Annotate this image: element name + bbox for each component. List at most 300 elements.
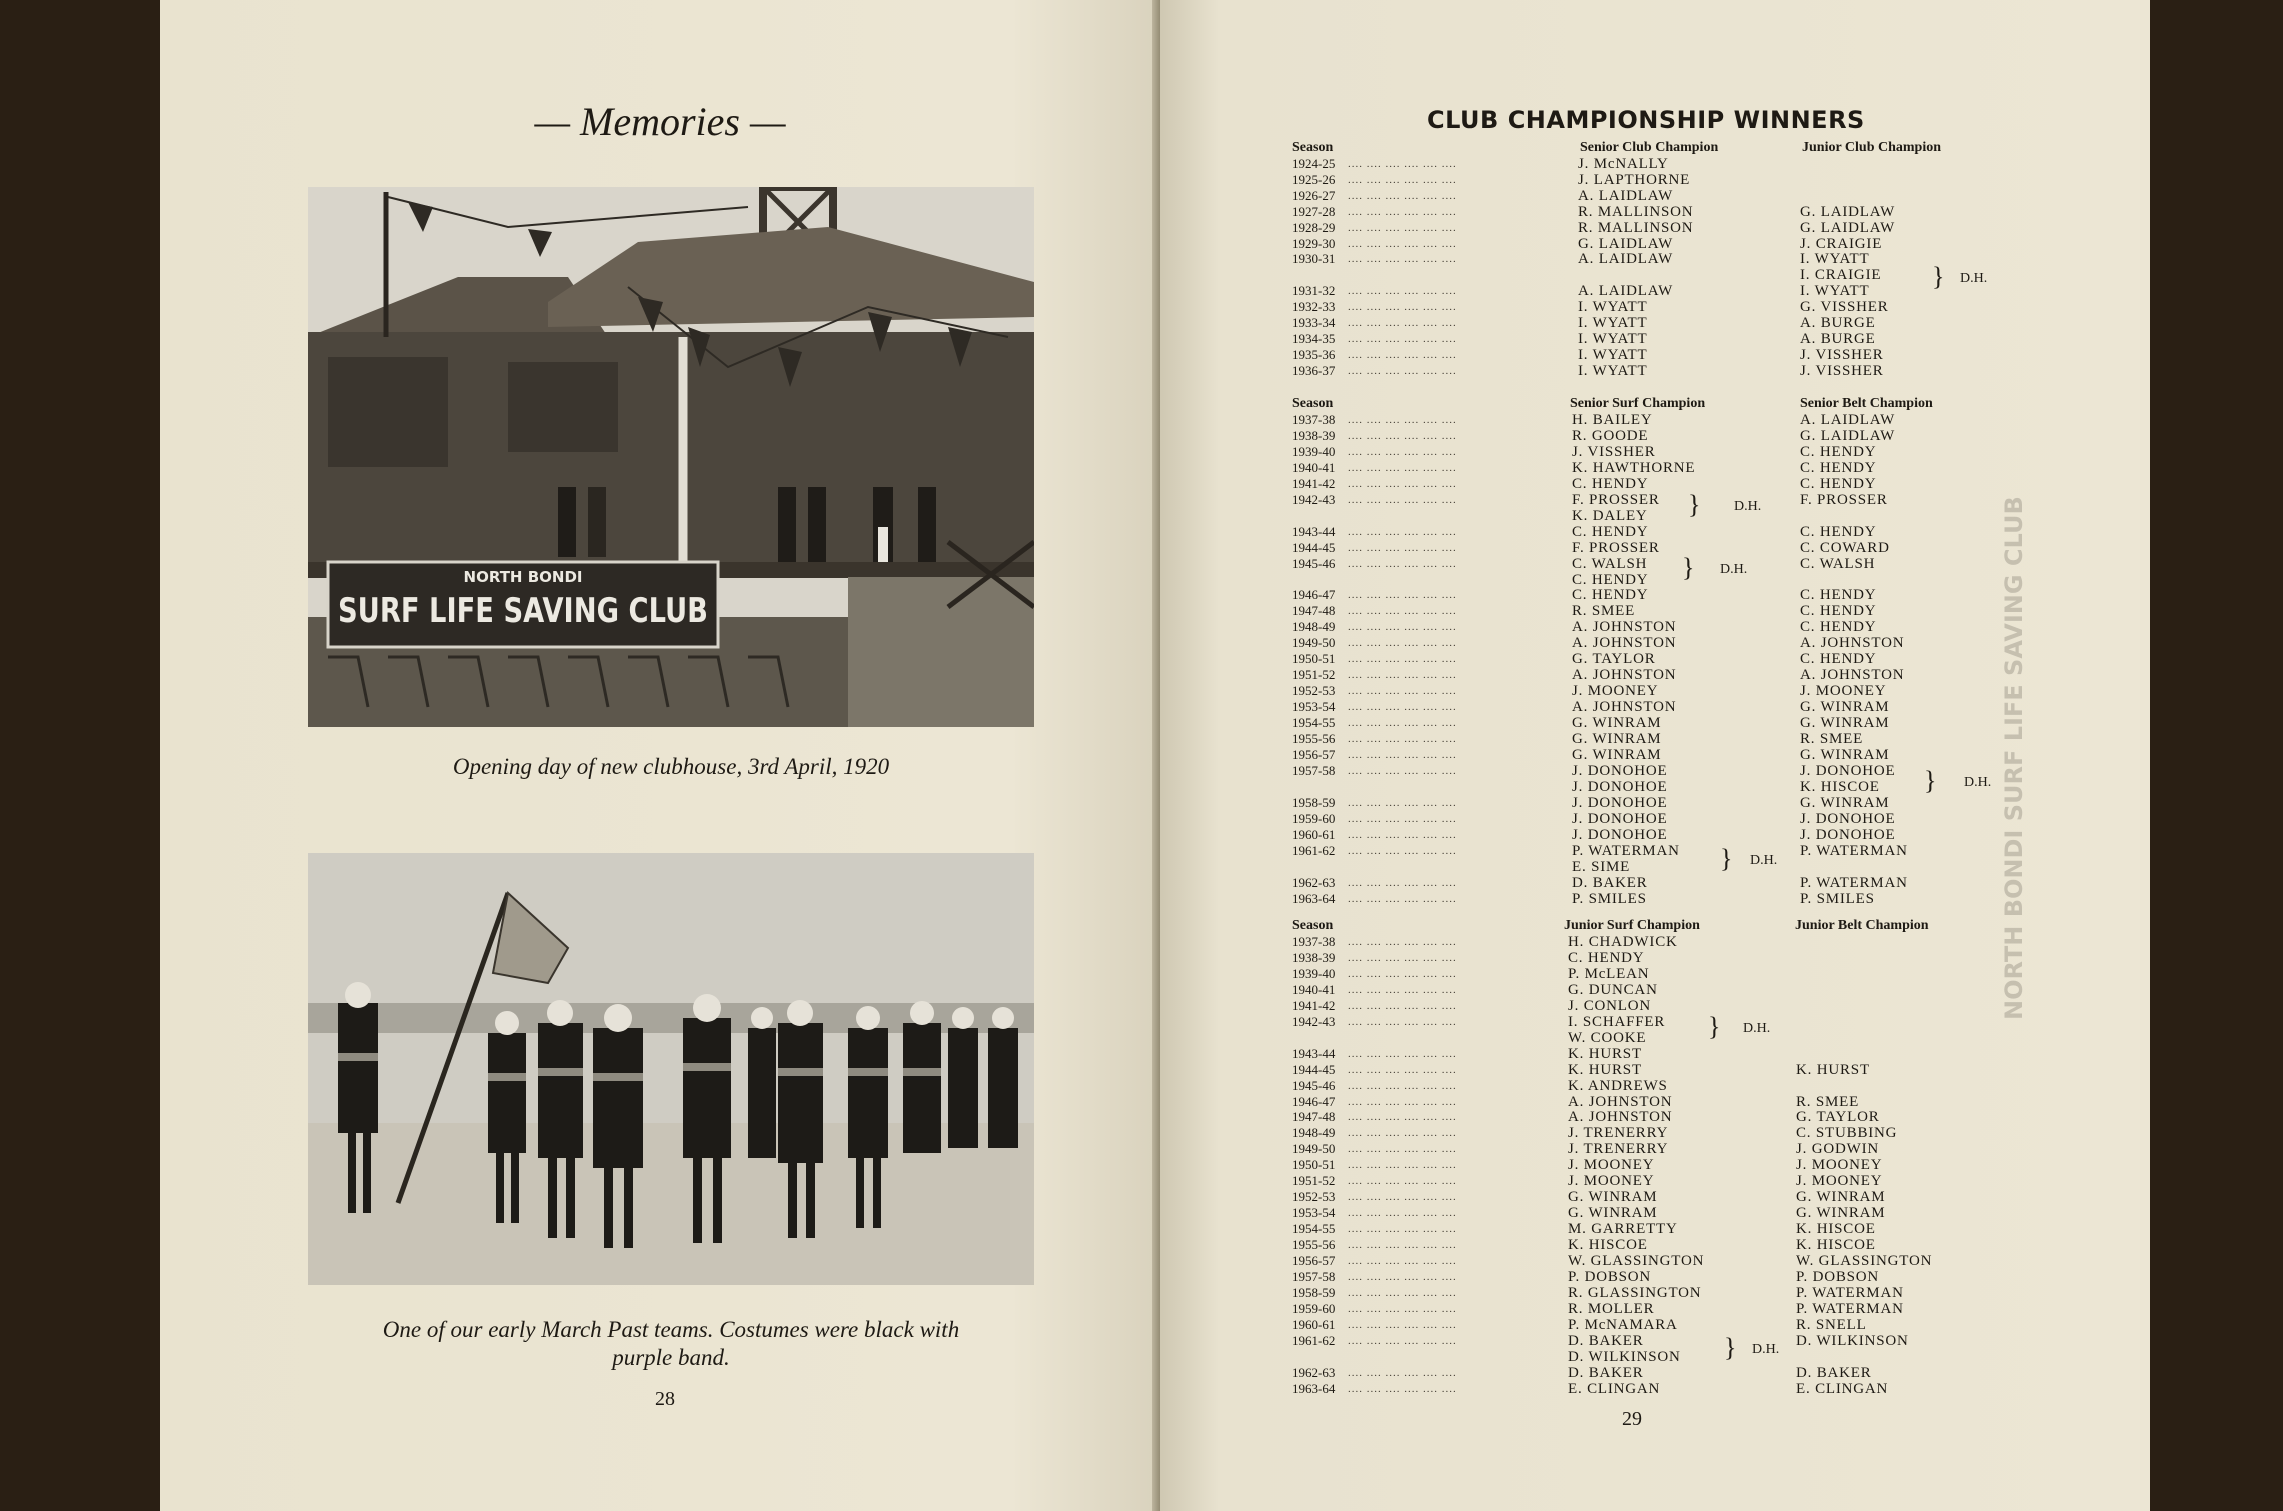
- season-cell: 1943-44: [1292, 523, 1336, 539]
- winner-cell: M. GARRETTY: [1568, 1221, 1678, 1238]
- dot-leader: .... .... .... .... .... ....: [1348, 1143, 1457, 1156]
- dead-heat-label: D.H.: [1743, 1021, 1771, 1036]
- winner-cell: J. DONOHOE: [1800, 810, 1896, 827]
- column-header: Junior Surf Champion: [1564, 918, 1700, 933]
- dot-leader: .... .... .... .... .... ....: [1348, 317, 1457, 329]
- winner-cell: J. DONOHOE: [1800, 762, 1896, 779]
- winner-cell: R. GLASSINGTON: [1568, 1284, 1702, 1301]
- winner-cell: A. BURGE: [1800, 330, 1876, 347]
- winner-cell: J. LAPTHORNE: [1578, 171, 1691, 188]
- dot-leader: .... .... .... .... .... ....: [1348, 173, 1457, 186]
- march-past-photo-image: [308, 853, 1034, 1285]
- winner-cell: P. WATERMAN: [1796, 1284, 1904, 1301]
- winner-cell: J. MOONEY: [1796, 1173, 1883, 1190]
- winner-cell: C. HENDY: [1800, 587, 1877, 604]
- dot-leader: .... .... .... .... .... ....: [1348, 445, 1457, 458]
- season-cell: 1948-49: [1292, 619, 1336, 635]
- season-cell: 1941-42: [1292, 997, 1336, 1013]
- right-page: [1160, 0, 2150, 1511]
- winner-cell: R. SMEE: [1800, 731, 1864, 747]
- winner-cell: J. TRENERRY: [1568, 1141, 1669, 1158]
- dot-leader: .... .... .... .... .... ....: [1348, 237, 1457, 250]
- dot-leader: .... .... .... .... .... ....: [1348, 1207, 1457, 1220]
- winner-cell: G. LAIDLAW: [1800, 203, 1896, 220]
- season-cell: 1954-55: [1292, 715, 1336, 731]
- clubhouse-photo-image: [308, 187, 1034, 727]
- winner-cell: G. VISSHER: [1800, 299, 1889, 316]
- winner-cell: J. CRAIGIE: [1800, 235, 1883, 252]
- winner-cell: C. HENDY: [1572, 571, 1649, 588]
- winner-cell: G. TAYLOR: [1796, 1109, 1880, 1126]
- season-cell: 1955-56: [1292, 1237, 1336, 1253]
- winner-cell: D. BAKER: [1568, 1364, 1644, 1381]
- dot-leader: .... .... .... .... .... ....: [1348, 477, 1457, 490]
- winner-cell: J. MOONEY: [1568, 1157, 1655, 1174]
- dot-leader: .... .... .... .... .... ....: [1348, 892, 1457, 905]
- season-cell: 1951-52: [1292, 667, 1336, 683]
- winner-cell: C. HENDY: [1800, 459, 1877, 476]
- winner-cell: A. JOHNSTON: [1568, 1109, 1673, 1126]
- winner-cell: G. WINRAM: [1800, 699, 1890, 716]
- dot-leader: .... .... .... .... .... ....: [1348, 748, 1457, 761]
- season-cell: 1960-61: [1292, 826, 1336, 842]
- dot-leader: .... .... .... .... .... ....: [1348, 589, 1457, 602]
- dot-leader: .... .... .... .... .... ....: [1348, 951, 1457, 964]
- winner-cell: P. DOBSON: [1796, 1268, 1880, 1285]
- winner-cell: A. JOHNSTON: [1572, 699, 1677, 716]
- winner-cell: K. HAWTHORNE: [1572, 459, 1696, 476]
- dead-heat-brace: }: [1708, 1012, 1721, 1041]
- winner-cell: P. McNAMARA: [1568, 1316, 1678, 1333]
- season-cell: 1925-26: [1292, 171, 1336, 187]
- winner-cell: C. HENDY: [1572, 587, 1649, 604]
- winner-cell: A. JOHNSTON: [1572, 667, 1677, 684]
- dot-leader: .... .... .... .... .... ....: [1348, 876, 1457, 889]
- winner-cell: I. WYATT: [1800, 283, 1870, 300]
- winner-cell: G. WINRAM: [1800, 794, 1890, 811]
- dot-leader: .... .... .... .... .... ....: [1348, 967, 1457, 980]
- winner-cell: J. VISSHER: [1800, 346, 1884, 363]
- winner-cell: E. CLINGAN: [1568, 1380, 1661, 1397]
- winner-cell: D. WILKINSON: [1796, 1332, 1909, 1349]
- season-cell: 1957-58: [1292, 762, 1336, 778]
- winner-cell: K. HISCOE: [1800, 778, 1880, 795]
- dot-leader: .... .... .... .... .... ....: [1348, 1063, 1457, 1076]
- season-cell: 1944-45: [1292, 1061, 1336, 1077]
- season-cell: 1926-27: [1292, 187, 1336, 203]
- winner-cell: K. ANDREWS: [1568, 1077, 1668, 1094]
- column-header: Junior Club Champion: [1802, 140, 1942, 155]
- winner-cell: P. SMILES: [1800, 890, 1875, 907]
- clubhouse-photo: [308, 187, 1034, 727]
- dot-leader: .... .... .... .... .... ....: [1348, 685, 1457, 698]
- season-cell: 1959-60: [1292, 810, 1336, 826]
- dead-heat-label: D.H.: [1964, 775, 1992, 790]
- page-number: 28: [655, 1388, 675, 1410]
- winner-cell: A. LAIDLAW: [1578, 283, 1674, 300]
- winner-cell: G. TAYLOR: [1572, 651, 1656, 668]
- winner-cell: K. DALEY: [1572, 507, 1648, 524]
- winner-cell: I. WYATT: [1800, 251, 1870, 268]
- dot-leader: .... .... .... .... .... ....: [1348, 828, 1457, 841]
- winner-cell: C. WALSH: [1572, 555, 1648, 572]
- winner-cell: G. LAIDLAW: [1800, 427, 1896, 444]
- winner-cell: A. JOHNSTON: [1572, 635, 1677, 652]
- season-header: Season: [1292, 140, 1334, 155]
- winner-cell: G. WINRAM: [1800, 715, 1890, 732]
- page-number: 29: [1622, 1408, 1642, 1430]
- dot-leader: .... .... .... .... .... ....: [1348, 1366, 1457, 1379]
- winner-cell: J. MOONEY: [1568, 1173, 1655, 1190]
- season-cell: 1961-62: [1292, 1332, 1336, 1348]
- winner-cell: C. HENDY: [1800, 603, 1877, 620]
- dot-leader: .... .... .... .... .... ....: [1348, 414, 1457, 426]
- winner-cell: D. BAKER: [1572, 874, 1648, 891]
- season-cell: 1937-38: [1292, 412, 1336, 427]
- winner-cell: G. LAIDLAW: [1578, 235, 1674, 252]
- season-cell: 1942-43: [1292, 1013, 1336, 1029]
- dot-leader: .... .... .... .... .... ....: [1348, 221, 1457, 234]
- dot-leader: .... .... .... .... .... ....: [1348, 158, 1457, 170]
- winner-cell: A. LAIDLAW: [1578, 251, 1674, 268]
- dot-leader: .... .... .... .... .... ....: [1348, 653, 1457, 666]
- column-header: Senior Belt Champion: [1800, 396, 1933, 411]
- season-cell: 1928-29: [1292, 219, 1336, 235]
- dot-leader: .... .... .... .... .... ....: [1348, 189, 1457, 202]
- season-cell: 1952-53: [1292, 1189, 1336, 1205]
- dot-leader: .... .... .... .... .... ....: [1348, 1079, 1457, 1092]
- winner-cell: G. WINRAM: [1568, 1205, 1658, 1222]
- dot-leader: .... .... .... .... .... ....: [1348, 1270, 1457, 1283]
- dot-leader: .... .... .... .... .... ....: [1348, 605, 1457, 618]
- dead-heat-brace: }: [1932, 262, 1945, 291]
- season-cell: 1950-51: [1292, 1157, 1336, 1173]
- winner-cell: P. McLEAN: [1568, 965, 1650, 982]
- season-cell: 1944-45: [1292, 539, 1336, 555]
- season-cell: 1953-54: [1292, 699, 1336, 715]
- season-cell: 1956-57: [1292, 746, 1336, 762]
- winner-cell: J. MOONEY: [1796, 1157, 1883, 1174]
- winner-cell: R. MOLLER: [1568, 1300, 1655, 1317]
- winner-cell: J. MOONEY: [1572, 683, 1659, 700]
- dot-leader: .... .... .... .... .... ....: [1348, 1382, 1457, 1395]
- season-cell: 1936-37: [1292, 362, 1336, 378]
- season-header: Season: [1292, 918, 1334, 933]
- dot-leader: .... .... .... .... .... ....: [1348, 844, 1457, 857]
- dot-leader: .... .... .... .... .... ....: [1348, 1127, 1457, 1140]
- winner-cell: G. WINRAM: [1572, 715, 1662, 732]
- dot-leader: .... .... .... .... .... ....: [1348, 936, 1457, 948]
- season-cell: 1941-42: [1292, 475, 1336, 491]
- dot-leader: .... .... .... .... .... ....: [1348, 285, 1457, 298]
- winner-cell: P. WATERMAN: [1800, 874, 1908, 891]
- dot-leader: .... .... .... .... .... ....: [1348, 348, 1457, 361]
- season-cell: 1960-61: [1292, 1316, 1336, 1332]
- winner-cell: C. HENDY: [1800, 475, 1877, 492]
- winner-cell: P. WATERMAN: [1796, 1300, 1904, 1317]
- winner-cell: I. WYATT: [1578, 346, 1648, 363]
- dot-leader: .... .... .... .... .... ....: [1348, 364, 1457, 377]
- winner-cell: R. SNELL: [1796, 1316, 1867, 1333]
- march-past-photo: [308, 853, 1034, 1285]
- winner-cell: K. HISCOE: [1568, 1237, 1648, 1254]
- winner-cell: G. WINRAM: [1796, 1205, 1886, 1222]
- dot-leader: .... .... .... .... .... ....: [1348, 1223, 1457, 1236]
- season-header: Season: [1292, 396, 1334, 411]
- season-cell: 1957-58: [1292, 1268, 1336, 1284]
- season-cell: 1930-31: [1292, 251, 1336, 267]
- dot-leader: .... .... .... .... .... ....: [1348, 999, 1457, 1012]
- winner-cell: I. WYATT: [1578, 330, 1648, 347]
- winner-cell: C. HENDY: [1800, 523, 1877, 540]
- season-cell: 1958-59: [1292, 794, 1336, 810]
- winner-cell: C. WALSH: [1800, 555, 1876, 572]
- winner-cell: J. DONOHOE: [1572, 762, 1668, 779]
- dot-leader: .... .... .... .... .... ....: [1348, 1047, 1457, 1060]
- winner-cell: J. DONOHOE: [1572, 794, 1668, 811]
- winner-cell: G. LAIDLAW: [1800, 219, 1896, 236]
- winner-cell: A. LAIDLAW: [1800, 412, 1896, 428]
- dot-leader: .... .... .... .... .... ....: [1348, 461, 1457, 474]
- winner-cell: H. BAILEY: [1572, 412, 1653, 428]
- season-cell: 1940-41: [1292, 981, 1336, 997]
- winner-cell: G. DUNCAN: [1568, 981, 1658, 998]
- dot-leader: .... .... .... .... .... ....: [1348, 1334, 1457, 1347]
- winner-cell: K. HISCOE: [1796, 1237, 1876, 1254]
- winner-cell: D. WILKINSON: [1568, 1348, 1681, 1365]
- season-cell: 1934-35: [1292, 330, 1336, 346]
- winner-cell: P. DOBSON: [1568, 1268, 1652, 1285]
- dot-leader: .... .... .... .... .... ....: [1348, 205, 1457, 218]
- season-cell: 1955-56: [1292, 731, 1336, 746]
- dot-leader: .... .... .... .... .... ....: [1348, 701, 1457, 714]
- winner-cell: A. LAIDLAW: [1578, 187, 1674, 204]
- winner-cell: C. HENDY: [1572, 523, 1649, 540]
- dot-leader: .... .... .... .... .... ....: [1348, 637, 1457, 650]
- winner-cell: G. WINRAM: [1800, 746, 1890, 763]
- winner-cell: R. MALLINSON: [1578, 219, 1694, 236]
- winner-cell: P. WATERMAN: [1572, 842, 1680, 859]
- dot-leader: .... .... .... .... .... ....: [1348, 1159, 1457, 1172]
- dot-leader: .... .... .... .... .... ....: [1348, 493, 1457, 506]
- winner-cell: J. DONOHOE: [1572, 810, 1668, 827]
- dead-heat-label: D.H.: [1960, 271, 1988, 286]
- dead-heat-brace: }: [1688, 490, 1701, 519]
- column-header: Senior Club Champion: [1580, 140, 1719, 155]
- winner-cell: A. BURGE: [1800, 315, 1876, 331]
- dead-heat-label: D.H.: [1752, 1342, 1780, 1357]
- winner-cell: C. HENDY: [1572, 475, 1649, 492]
- winner-cell: J. McNALLY: [1578, 156, 1669, 172]
- season-cell: 1958-59: [1292, 1284, 1336, 1300]
- dot-leader: .... .... .... .... .... ....: [1348, 1015, 1457, 1028]
- dead-heat-label: D.H.: [1750, 853, 1778, 868]
- season-cell: 1946-47: [1292, 587, 1336, 603]
- photo-caption: Opening day of new clubhouse, 3rd April, 1920: [452, 754, 890, 779]
- season-cell: 1949-50: [1292, 1141, 1336, 1157]
- dot-leader: .... .... .... .... .... ....: [1348, 1095, 1457, 1108]
- dot-leader: .... .... .... .... .... ....: [1348, 733, 1457, 745]
- season-cell: 1946-47: [1292, 1093, 1336, 1109]
- page-title: CLUB CHAMPIONSHIP WINNERS: [1427, 106, 1865, 134]
- winner-cell: F. PROSSER: [1800, 491, 1888, 508]
- winner-cell: P. WATERMAN: [1800, 842, 1908, 859]
- winner-cell: C. HENDY: [1800, 443, 1877, 460]
- winner-cell: K. HISCOE: [1796, 1221, 1876, 1238]
- season-cell: 1948-49: [1292, 1125, 1336, 1141]
- winner-cell: C. HENDY: [1568, 949, 1645, 966]
- winner-cell: I. CRAIGIE: [1800, 267, 1882, 284]
- season-cell: 1949-50: [1292, 635, 1336, 651]
- season-cell: 1933-34: [1292, 315, 1336, 330]
- dot-leader: .... .... .... .... .... ....: [1348, 669, 1457, 682]
- season-cell: 1938-39: [1292, 949, 1336, 965]
- photo-caption-2: [308, 1316, 1034, 1372]
- dot-leader: .... .... .... .... .... ....: [1348, 557, 1457, 570]
- season-cell: 1952-53: [1292, 683, 1336, 699]
- dot-leader: .... .... .... .... .... ....: [1348, 621, 1457, 634]
- season-cell: 1937-38: [1292, 934, 1336, 949]
- winner-cell: C. HENDY: [1800, 651, 1877, 668]
- winner-cell: J. VISSHER: [1800, 362, 1884, 379]
- column-header: Senior Surf Champion: [1570, 396, 1706, 411]
- season-cell: 1962-63: [1292, 874, 1336, 890]
- banner-large-text: SURF LIFE SAVING CLUB: [338, 591, 708, 631]
- winner-cell: I. WYATT: [1578, 315, 1648, 331]
- dot-leader: .... .... .... .... .... ....: [1348, 1111, 1457, 1124]
- winner-cell: F. PROSSER: [1572, 491, 1660, 508]
- winner-cell: J. VISSHER: [1572, 443, 1656, 460]
- season-cell: 1929-30: [1292, 235, 1336, 251]
- winner-cell: G. WINRAM: [1568, 1189, 1658, 1206]
- banner-small-text: NORTH BONDI: [463, 568, 583, 586]
- winner-cell: I. WYATT: [1578, 299, 1648, 316]
- season-cell: 1959-60: [1292, 1300, 1336, 1316]
- season-cell: 1927-28: [1292, 203, 1336, 219]
- winner-cell: F. PROSSER: [1572, 539, 1660, 556]
- season-cell: 1939-40: [1292, 443, 1336, 459]
- dot-leader: .... .... .... .... .... ....: [1348, 525, 1457, 538]
- winner-cell: R. SMEE: [1572, 603, 1636, 620]
- winner-cell: K. HURST: [1568, 1045, 1642, 1062]
- photo-caption-2-line1: One of our early March Past teams. Costumes were black with: [382, 1317, 960, 1342]
- season-cell: 1953-54: [1292, 1205, 1336, 1221]
- winner-cell: A. JOHNSTON: [1568, 1093, 1673, 1110]
- season-cell: 1947-48: [1292, 1109, 1336, 1125]
- winner-cell: R. MALLINSON: [1578, 203, 1694, 220]
- winner-cell: J. CONLON: [1568, 997, 1652, 1014]
- dot-leader: .... .... .... .... .... ....: [1348, 541, 1457, 554]
- dot-leader: .... .... .... .... .... ....: [1348, 1239, 1457, 1252]
- winner-cell: J. TRENERRY: [1568, 1125, 1669, 1142]
- dot-leader: .... .... .... .... .... ....: [1348, 983, 1457, 996]
- season-cell: 1938-39: [1292, 427, 1336, 443]
- season-cell: 1939-40: [1292, 965, 1336, 981]
- winner-cell: A. JOHNSTON: [1800, 635, 1905, 652]
- dead-heat-brace: }: [1924, 766, 1937, 795]
- dead-heat-label: D.H.: [1734, 499, 1762, 514]
- winner-cell: R. GOODE: [1572, 427, 1649, 444]
- dead-heat-brace: }: [1720, 844, 1733, 873]
- season-cell: 1956-57: [1292, 1253, 1336, 1268]
- winner-cell: G. WINRAM: [1572, 746, 1662, 763]
- winner-cell: I. SCHAFFER: [1568, 1013, 1666, 1030]
- dot-leader: .... .... .... .... .... ....: [1348, 1302, 1457, 1315]
- winner-cell: A. JOHNSTON: [1800, 667, 1905, 684]
- dead-heat-brace: }: [1724, 1333, 1737, 1362]
- winner-cell: J. GODWIN: [1796, 1141, 1880, 1158]
- dot-leader: .... .... .... .... .... ....: [1348, 1255, 1457, 1267]
- dot-leader: .... .... .... .... .... ....: [1348, 1318, 1457, 1331]
- season-cell: 1963-64: [1292, 1380, 1336, 1396]
- winner-cell: J. DONOHOE: [1572, 778, 1668, 795]
- season-cell: 1942-43: [1292, 491, 1336, 507]
- season-cell: 1947-48: [1292, 603, 1336, 619]
- winner-cell: K. HURST: [1796, 1061, 1870, 1078]
- winner-cell: A. JOHNSTON: [1572, 619, 1677, 636]
- season-cell: 1945-46: [1292, 1077, 1336, 1093]
- season-cell: 1961-62: [1292, 842, 1336, 858]
- winner-cell: C. COWARD: [1800, 539, 1890, 556]
- column-header: Junior Belt Champion: [1795, 918, 1929, 933]
- winner-cell: E. SIME: [1572, 858, 1631, 875]
- winner-cell: C. HENDY: [1800, 619, 1877, 636]
- bleed-through-text: NORTH BONDI SURF LIFE SAVING CLUB: [2000, 496, 2028, 1020]
- winner-cell: G. WINRAM: [1796, 1189, 1886, 1206]
- dot-leader: .... .... .... .... .... ....: [1348, 253, 1457, 266]
- season-cell: 1951-52: [1292, 1173, 1336, 1189]
- winner-cell: I. WYATT: [1578, 362, 1648, 379]
- season-cell: 1935-36: [1292, 346, 1336, 362]
- season-cell: 1962-63: [1292, 1364, 1336, 1380]
- dot-leader: .... .... .... .... .... ....: [1348, 1191, 1457, 1204]
- winner-cell: W. GLASSINGTON: [1568, 1253, 1705, 1269]
- dot-leader: .... .... .... .... .... ....: [1348, 796, 1457, 809]
- dot-leader: .... .... .... .... .... ....: [1348, 812, 1457, 825]
- winner-cell: C. STUBBING: [1796, 1125, 1898, 1142]
- winner-cell: H. CHADWICK: [1568, 934, 1678, 950]
- season-cell: 1954-55: [1292, 1221, 1336, 1237]
- season-cell: 1931-32: [1292, 283, 1336, 299]
- season-cell: 1950-51: [1292, 651, 1336, 667]
- dot-leader: .... .... .... .... .... ....: [1348, 1286, 1457, 1299]
- dot-leader: .... .... .... .... .... ....: [1348, 764, 1457, 777]
- season-cell: 1924-25: [1292, 156, 1336, 171]
- season-cell: 1945-46: [1292, 555, 1336, 571]
- dead-heat-brace: }: [1682, 553, 1695, 582]
- dot-leader: .... .... .... .... .... ....: [1348, 429, 1457, 442]
- winner-cell: P. SMILES: [1572, 890, 1647, 907]
- dot-leader: .... .... .... .... .... ....: [1348, 332, 1457, 345]
- page-title: — Memories —: [534, 99, 786, 144]
- season-cell: 1932-33: [1292, 299, 1336, 315]
- winner-cell: J. DONOHOE: [1800, 826, 1896, 843]
- dot-leader: .... .... .... .... .... ....: [1348, 717, 1457, 730]
- left-page: [160, 0, 1160, 1511]
- winner-cell: K. HURST: [1568, 1061, 1642, 1078]
- dot-leader: .... .... .... .... .... ....: [1348, 1175, 1457, 1188]
- winner-cell: J. DONOHOE: [1572, 826, 1668, 843]
- winner-cell: R. SMEE: [1796, 1093, 1860, 1110]
- season-cell: 1963-64: [1292, 890, 1336, 906]
- winner-cell: D. BAKER: [1568, 1332, 1644, 1349]
- dot-leader: .... .... .... .... .... ....: [1348, 301, 1457, 314]
- season-cell: 1943-44: [1292, 1045, 1336, 1061]
- photo-caption-2-line2: purple band.: [612, 1345, 730, 1370]
- dead-heat-label: D.H.: [1720, 562, 1748, 577]
- season-cell: 1940-41: [1292, 459, 1336, 475]
- winner-cell: D. BAKER: [1796, 1364, 1872, 1381]
